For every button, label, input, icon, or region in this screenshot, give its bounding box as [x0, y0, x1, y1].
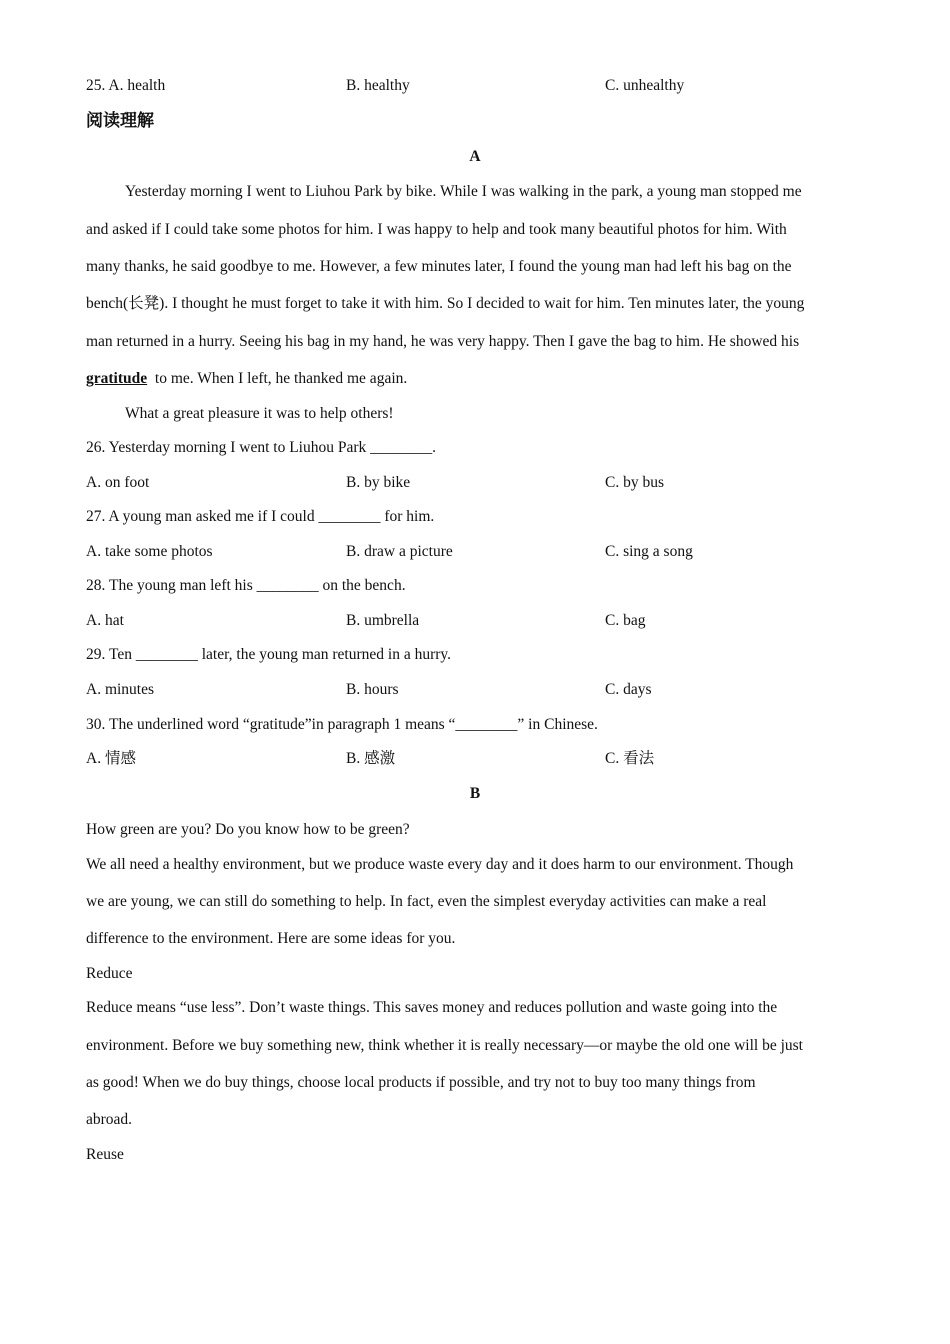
passage-b-line-2: We all need a healthy environment, but we produce waste every day and it does harm to our environment. Though — [86, 856, 794, 873]
passage-a-line-6-rest: to me. When I left, he thanked me again. — [154, 370, 408, 387]
passage-b-line-4: difference to the environment. Here are some ideas for you. — [86, 930, 456, 947]
question-29-option-b: B. hours — [346, 681, 399, 698]
q25-option-b: B. healthy — [346, 77, 410, 94]
question-26-option-c: C. by bus — [605, 474, 664, 491]
question-26-stem: 26. Yesterday morning I went to Liuhou Park ________. — [86, 439, 437, 456]
section-title: 阅读理解 — [86, 111, 154, 131]
underlined-word: gratitude — [86, 370, 148, 387]
question-29-option-c: C. days — [605, 681, 652, 698]
passage-b-line-7: environment. Before we buy something new, think whether it is really necessary—or maybe the old one will be just — [86, 1037, 803, 1054]
passage-a-line-4: bench(长凳). I thought he must forget to take it with him. So I decided to wait for him. Ten minutes later, the young — [86, 295, 805, 312]
passage-b-reuse-heading: Reuse — [86, 1146, 124, 1163]
passage-a-line-6 — [86, 369, 407, 389]
question-28-stem: 28. The young man left his ________ on the bench. — [86, 577, 406, 594]
question-27-stem: 27. A young man asked me if I could ________ for him. — [86, 508, 435, 525]
passage-a-line-2: and asked if I could take some photos for him. I was happy to help and took many beautiful photos for him. With — [86, 221, 787, 238]
q25-option-a: 25. A. health — [86, 77, 166, 94]
passage-b-line-6: Reduce means “use less”. Don’t waste things. This saves money and reduces pollution and waste going into the — [86, 999, 778, 1016]
passage-a-heading: A — [469, 148, 481, 165]
passage-a-line-3: many thanks, he said goodbye to me. However, a few minutes later, I found the young man had left his bag on the — [86, 258, 792, 275]
question-28-option-c: C. bag — [605, 612, 646, 629]
question-27-option-c: C. sing a song — [605, 543, 693, 560]
passage-a-closing: What a great pleasure it was to help others! — [125, 405, 394, 422]
question-30-option-c: C. 看法 — [605, 750, 655, 767]
passage-b-line-8: as good! When we do buy things, choose local products if possible, and try not to buy too many things from — [86, 1074, 756, 1091]
passage-b-line-1: How green are you? Do you know how to be green? — [86, 821, 410, 838]
passage-a-line-1: Yesterday morning I went to Liuhou Park by bike. While I was walking in the park, a young man stopped me — [125, 183, 802, 200]
q25-option-c: C. unhealthy — [605, 77, 685, 94]
question-29-option-a: A. minutes — [86, 681, 155, 698]
question-28-option-b: B. umbrella — [346, 612, 420, 629]
question-30-option-b: B. 感激 — [346, 750, 396, 767]
passage-b-heading: B — [469, 785, 481, 802]
passage-b-line-3: we are young, we can still do something to help. In fact, even the simplest everyday activities can make a real — [86, 893, 767, 910]
passage-a-line-5: man returned in a hurry. Seeing his bag in my hand, he was very happy. Then I gave the bag to him. He showed his — [86, 333, 800, 350]
question-29-stem: 29. Ten ________ later, the young man returned in a hurry. — [86, 646, 452, 663]
question-26-option-a: A. on foot — [86, 474, 150, 491]
passage-b-line-9: abroad. — [86, 1111, 133, 1128]
question-30-option-a: A. 情感 — [86, 750, 136, 767]
question-27-option-a: A. take some photos — [86, 543, 213, 560]
passage-b-reduce-heading: Reduce — [86, 965, 133, 982]
question-28-option-a: A. hat — [86, 612, 124, 629]
question-27-option-b: B. draw a picture — [346, 543, 453, 560]
question-30-stem: 30. The underlined word “gratitude”in paragraph 1 means “________” in Chinese. — [86, 716, 598, 733]
question-26-option-b: B. by bike — [346, 474, 411, 491]
